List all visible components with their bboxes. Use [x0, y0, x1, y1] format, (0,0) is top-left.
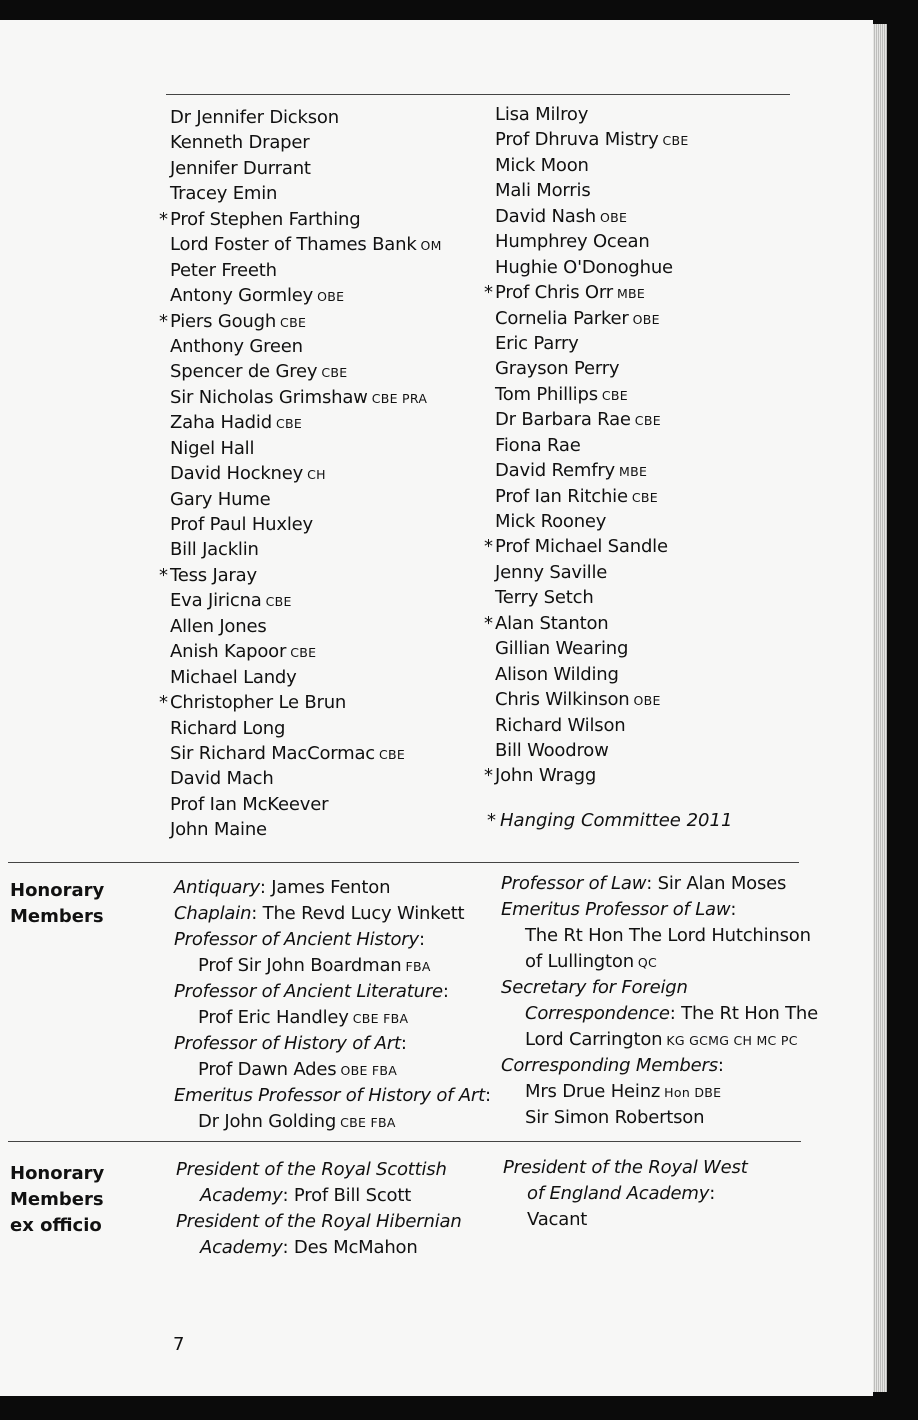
office-title: Chaplain	[174, 903, 252, 924]
office-holder: James Fenton	[271, 877, 391, 898]
entry-line	[501, 1001, 818, 1027]
member-name: David Remfry	[495, 460, 615, 482]
honours-suffix: CBE FBA	[340, 1115, 396, 1130]
member-item	[170, 487, 442, 512]
entry-line	[501, 1079, 818, 1105]
office-title: Professor of History of Art	[174, 1033, 401, 1054]
office-title: President of the Royal Scottish	[176, 1159, 447, 1180]
page-number: 7	[173, 1334, 185, 1355]
office-title: Professor of Ancient Literature	[174, 981, 443, 1002]
member-item	[495, 738, 689, 763]
member-name: Prof Michael Sandle	[495, 536, 668, 558]
member-name: Tess Jaray	[170, 564, 257, 586]
member-item	[495, 560, 689, 585]
member-name: Hughie O'Donoghue	[495, 256, 673, 278]
office-holder: of Lullington	[525, 951, 634, 972]
academicians-list-right	[484, 102, 689, 789]
entry-line	[501, 949, 818, 975]
member-item	[170, 283, 442, 308]
office-holder: Prof Eric Handley	[198, 1007, 349, 1028]
ex-officio-left	[176, 1157, 462, 1261]
separator: :	[282, 1237, 294, 1258]
member-item	[495, 127, 689, 152]
member-item	[170, 232, 442, 257]
member-name: Sir Richard MacCormac	[170, 742, 376, 764]
office-entry	[501, 871, 818, 897]
honours-suffix: CBE	[662, 133, 689, 149]
entry-line	[176, 1183, 462, 1209]
member-name: Prof Ian McKeever	[170, 793, 329, 815]
entry-line	[174, 1005, 491, 1031]
member-item	[159, 563, 442, 588]
member-name: Anthony Green	[170, 335, 303, 357]
separator: :	[709, 1183, 716, 1204]
entry-line	[174, 901, 491, 927]
entry-line	[501, 1053, 818, 1079]
ex-officio-label: Honorary Members ex officio	[10, 1163, 105, 1236]
member-name: Lisa Milroy	[495, 104, 589, 125]
separator: :	[400, 1033, 407, 1054]
member-item	[170, 792, 442, 817]
office-title: Professor of Ancient History	[174, 929, 419, 950]
office-holder: Vacant	[527, 1209, 588, 1230]
honours-suffix: CBE	[290, 645, 317, 661]
member-item	[484, 611, 689, 636]
member-item	[170, 741, 442, 766]
office-entry	[501, 897, 818, 975]
hanging-committee-text: Hanging Committee 2011	[500, 810, 733, 831]
member-name: Mick Rooney	[495, 511, 607, 532]
honours-suffix: CBE	[631, 489, 658, 505]
office-title: Secretary for Foreign	[501, 977, 688, 998]
member-item	[159, 690, 442, 715]
entry-line	[501, 975, 818, 1001]
asterisk: *	[159, 692, 168, 714]
entry-line	[501, 923, 818, 949]
entry-line	[174, 953, 491, 979]
office-holder: Sir Simon Robertson	[525, 1107, 705, 1128]
office-entry	[503, 1155, 748, 1233]
member-name: Eric Parry	[495, 332, 579, 354]
honours-suffix: OM	[420, 238, 442, 254]
member-name: Antony Gormley	[170, 285, 314, 307]
honours-suffix: CH	[307, 467, 326, 483]
asterisk: *	[159, 208, 168, 230]
office-title: President of the Royal West	[503, 1157, 748, 1178]
honours-suffix: CBE PRA	[371, 390, 428, 406]
member-item	[170, 766, 442, 791]
honours-suffix: MBE	[619, 464, 648, 480]
office-entry	[501, 1053, 818, 1131]
honorary-members-label: Honorary Members	[10, 880, 105, 927]
member-name: Bill Jacklin	[170, 539, 259, 561]
member-item	[495, 662, 689, 687]
honours-suffix: OBE	[633, 693, 661, 709]
member-name: Mick Moon	[495, 154, 589, 176]
member-name: David Nash	[495, 205, 596, 227]
page-sheet	[0, 20, 873, 1396]
office-entry	[176, 1209, 462, 1261]
honours-suffix: OBE	[632, 311, 660, 327]
entry-line	[503, 1181, 748, 1207]
office-entry	[176, 1157, 462, 1209]
member-item	[495, 484, 689, 509]
member-item	[170, 258, 442, 283]
separator: :	[717, 1055, 724, 1076]
member-item	[484, 763, 689, 788]
separator: :	[282, 1185, 294, 1206]
entry-line	[501, 897, 818, 923]
entry-line	[174, 979, 491, 1005]
honours-suffix: CBE FBA	[352, 1011, 409, 1026]
member-name: Alison Wilding	[495, 663, 619, 685]
entry-line	[503, 1207, 748, 1233]
member-name: Dr Barbara Rae	[495, 409, 631, 431]
member-item	[495, 687, 689, 712]
entry-line	[503, 1155, 748, 1181]
honours-suffix: OBE	[599, 209, 628, 225]
asterisk: *	[484, 612, 493, 634]
entry-line	[174, 1109, 491, 1135]
entry-line	[176, 1209, 462, 1235]
office-title: Emeritus Professor of Law	[501, 899, 731, 920]
member-item	[170, 181, 442, 206]
ex-officio-right	[503, 1155, 748, 1233]
member-item	[170, 410, 442, 435]
member-item	[495, 458, 689, 483]
member-item	[484, 280, 689, 305]
member-name: Anish Kapoor	[170, 641, 287, 663]
member-name: Prof Paul Huxley	[170, 514, 313, 535]
office-holder: The Rt Hon The Lord Hutchinson	[525, 925, 811, 946]
top-rule	[166, 94, 790, 95]
office-title: Professor of Law	[501, 873, 647, 894]
honours-suffix: QC	[637, 955, 658, 970]
honours-suffix: KG GCMG CH MC PC	[666, 1033, 798, 1048]
office-holder: Prof Dawn Ades	[198, 1059, 337, 1080]
member-name: Eva Jiricna	[170, 590, 262, 612]
member-name: Nigel Hall	[170, 437, 255, 459]
member-name: Gary Hume	[170, 488, 271, 510]
member-item	[159, 309, 442, 334]
separator: :	[259, 877, 272, 898]
office-holder: The Revd Lucy Winkett	[262, 903, 465, 924]
member-name: Humphrey Ocean	[495, 231, 650, 253]
honours-suffix: OBE FBA	[340, 1063, 398, 1078]
member-item	[495, 509, 689, 534]
member-name: Jennifer Durrant	[170, 157, 311, 179]
member-name: Spencer de Grey	[170, 361, 318, 383]
member-item	[495, 356, 689, 381]
office-entry	[174, 927, 491, 979]
member-item	[495, 102, 689, 127]
academicians-list-left	[159, 105, 442, 843]
honours-suffix: CBE	[379, 746, 406, 762]
asterisk: *	[484, 765, 493, 787]
member-name: Grayson Perry	[495, 358, 620, 380]
member-name: Sir Nicholas Grimshaw	[170, 386, 368, 408]
entry-line	[176, 1157, 462, 1183]
member-name: John Wragg	[495, 765, 597, 787]
member-name: Tom Phillips	[495, 383, 598, 405]
member-item	[170, 156, 442, 181]
honorary-members-right	[501, 871, 818, 1131]
honours-suffix: CBE	[601, 387, 628, 403]
asterisk: *	[159, 310, 168, 332]
entry-line	[174, 927, 491, 953]
member-name: Cornelia Parker	[495, 307, 629, 329]
member-item	[170, 614, 442, 639]
member-item	[495, 585, 689, 610]
office-title: Academy	[200, 1237, 283, 1258]
member-name: Alan Stanton	[495, 612, 609, 634]
member-item	[495, 382, 689, 407]
office-entry	[174, 901, 491, 927]
member-item	[170, 537, 442, 562]
member-item	[495, 636, 689, 661]
office-holder: Sir Alan Moses	[657, 873, 787, 894]
member-item	[170, 817, 442, 842]
honours-suffix: CBE	[280, 314, 307, 330]
member-item	[170, 385, 442, 410]
entry-line	[174, 1031, 491, 1057]
honours-suffix: Hon DBE	[664, 1085, 722, 1100]
asterisk: *	[159, 564, 168, 586]
office-entry	[174, 875, 491, 901]
entry-line	[501, 1027, 818, 1053]
member-name: Peter Freeth	[170, 259, 277, 281]
member-item	[170, 639, 442, 664]
entry-line	[174, 1083, 491, 1109]
office-holder: Prof Sir John Boardman	[198, 955, 402, 976]
member-item	[495, 407, 689, 432]
entry-line	[174, 875, 491, 901]
member-item	[170, 461, 442, 486]
office-entry	[174, 1083, 491, 1135]
member-name: Allen Jones	[170, 615, 267, 637]
office-entry	[174, 1031, 491, 1083]
member-item	[495, 178, 689, 203]
member-name: Bill Woodrow	[495, 739, 609, 761]
member-item	[170, 512, 442, 537]
member-name: Mali Morris	[495, 180, 591, 202]
member-name: Michael Landy	[170, 666, 297, 688]
honours-suffix: CBE	[275, 416, 303, 432]
office-entry	[174, 979, 491, 1031]
member-item	[170, 716, 442, 741]
asterisk: *	[484, 536, 493, 558]
separator: :	[442, 981, 449, 1002]
member-name: Richard Long	[170, 717, 286, 739]
member-item	[495, 306, 689, 331]
member-item	[170, 665, 442, 690]
member-name: Gillian Wearing	[495, 638, 629, 660]
member-item	[495, 229, 689, 254]
asterisk: *	[484, 282, 493, 304]
honours-suffix: CBE	[634, 413, 661, 429]
office-title: of England Academy	[527, 1183, 710, 1204]
member-name: Piers Gough	[170, 310, 277, 332]
office-title: Antiquary	[174, 877, 260, 898]
entry-line	[176, 1235, 462, 1261]
member-name: Prof Stephen Farthing	[170, 208, 361, 230]
honours-suffix: OBE	[317, 289, 345, 305]
entry-line	[501, 1105, 818, 1131]
entry-line	[174, 1057, 491, 1083]
member-name: Prof Chris Orr	[495, 282, 613, 304]
office-title: Corresponding Members	[501, 1055, 718, 1076]
member-item	[170, 359, 442, 384]
honorary-rule	[8, 862, 799, 863]
member-name: Chris Wilkinson	[495, 689, 630, 711]
member-name: John Maine	[170, 819, 267, 841]
member-item	[495, 713, 689, 738]
office-holder: Lord Carrington	[525, 1029, 663, 1050]
member-name: Lord Foster of Thames Bank	[170, 234, 417, 256]
member-item	[495, 433, 689, 458]
separator: :	[418, 929, 425, 950]
member-item	[170, 334, 442, 359]
office-holder: The Rt Hon The	[681, 1003, 818, 1024]
honours-suffix: CBE	[265, 594, 292, 610]
member-name: Terry Setch	[495, 587, 594, 609]
member-item	[484, 534, 689, 559]
member-name: Kenneth Draper	[170, 132, 310, 154]
office-title: Academy	[200, 1185, 283, 1206]
member-name: David Hockney	[170, 463, 304, 485]
separator: :	[669, 1003, 682, 1024]
member-name: Richard Wilson	[495, 714, 626, 736]
member-name: Dr Jennifer Dickson	[170, 107, 339, 128]
member-item	[170, 105, 442, 130]
member-name: Prof Dhruva Mistry	[495, 129, 659, 151]
separator: :	[485, 1085, 491, 1106]
honours-suffix: MBE	[616, 286, 646, 302]
office-holder: Des McMahon	[293, 1237, 418, 1258]
member-item	[170, 436, 442, 461]
page-edges	[873, 24, 887, 1392]
honours-suffix: CBE	[321, 365, 348, 381]
member-name: Prof Ian Ritchie	[495, 485, 628, 507]
member-name: Fiona Rae	[495, 434, 581, 456]
ex-officio-rule	[8, 1141, 801, 1142]
member-name: Jenny Saville	[495, 561, 608, 583]
member-item	[495, 331, 689, 356]
member-item	[495, 204, 689, 229]
office-title: Emeritus Professor of History of Art	[174, 1085, 485, 1106]
member-name: Zaha Hadid	[170, 412, 272, 434]
member-item	[495, 153, 689, 178]
office-holder: Mrs Drue Heinz	[525, 1081, 661, 1102]
honorary-members-left	[174, 875, 491, 1135]
office-title: Correspondence	[525, 1003, 670, 1024]
separator: :	[646, 873, 658, 894]
office-holder: Dr John Golding	[198, 1111, 337, 1132]
member-name: David Mach	[170, 768, 274, 790]
member-item	[159, 207, 442, 232]
entry-line	[501, 871, 818, 897]
hanging-committee-note	[487, 810, 732, 831]
office-title: President of the Royal Hibernian	[176, 1211, 462, 1232]
member-item	[495, 255, 689, 280]
separator: :	[730, 899, 737, 920]
member-item	[170, 130, 442, 155]
member-name: Christopher Le Brun	[170, 692, 347, 714]
office-entry	[501, 975, 818, 1053]
separator: :	[251, 903, 263, 924]
honours-suffix: FBA	[405, 959, 431, 974]
office-holder: Prof Bill Scott	[293, 1185, 412, 1206]
member-item	[170, 588, 442, 613]
asterisk: *	[487, 810, 496, 831]
member-name: Tracey Emin	[170, 183, 278, 205]
